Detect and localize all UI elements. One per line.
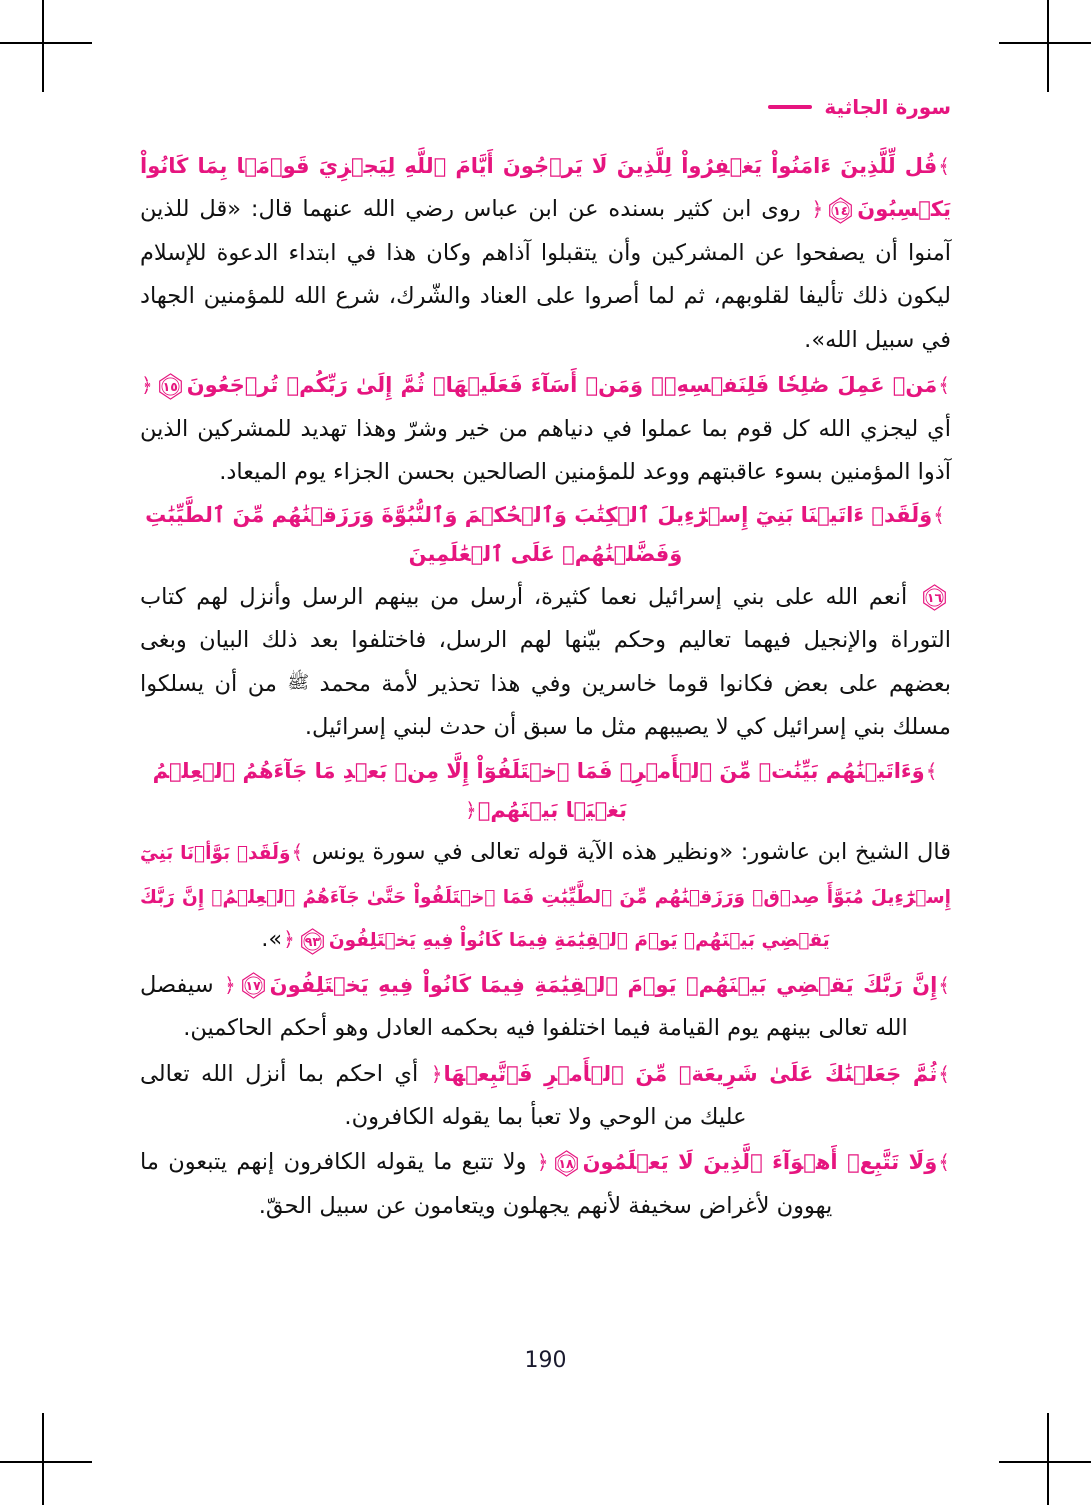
- commentary-text-17: سيفصل الله تعالى بينهم يوم القيامة فيما اختلفوا فيه بحكمه العادل وهو أحكم الحاكمين.: [140, 971, 908, 1042]
- ayah-bracket-close: ﴿: [223, 972, 236, 997]
- verse-block-16-ayah: [140, 496, 951, 574]
- crop-mark-top-left-horizontal: [0, 42, 92, 44]
- ayah-bracket-close: ﴿: [811, 197, 824, 222]
- running-header: [140, 95, 951, 119]
- ayah-number-text: ١٥: [162, 378, 178, 394]
- ayah-bracket-open: ﴾: [938, 1150, 950, 1175]
- verse-block-18: [140, 1141, 951, 1228]
- ayah-bracket-close: ﴿: [465, 797, 477, 822]
- ayah-bracket-open: ﴾: [938, 972, 950, 997]
- page-number: 190: [524, 1348, 567, 1373]
- ayah-bracket-close: ﴿: [141, 373, 153, 398]
- crop-mark-bottom-left-vertical: [42, 1413, 44, 1505]
- surah-title: سورة الجاثية: [824, 95, 951, 119]
- commentary-text-18: ولا تتبع ما يقوله الكافرون إنهم يتبعون ما يهوون لأغراض سخيفة لأنهم يجهلون ويتعامون عن سبيل الحقّ.: [140, 1149, 833, 1219]
- ayah-number-medallion: [553, 1150, 580, 1177]
- verse-block-16-commentary: [140, 576, 951, 750]
- ayah-run-16: [140, 496, 951, 574]
- crop-mark-bottom-left-horizontal: [0, 1461, 92, 1463]
- quote-lead-text: قال الشيخ ابن عاشور: «ونظير هذه الآية قوله تعالى في سورة يونس: [311, 839, 952, 866]
- ayah-bracket-open: ﴾: [291, 840, 304, 865]
- ayah-run-15: [140, 373, 951, 397]
- header-rule: [768, 105, 812, 109]
- ayah-run-18: [536, 1150, 951, 1174]
- ayah-number-text: ٩٣: [304, 933, 320, 949]
- ayah-text: مَنۡ عَمِلَ صَٰلِحٗا فَلِنَفۡسِهِۦۖ وَمَنۡ أَسَآءَ فَعَلَيۡهَاۖ ثُمَّ إِلَىٰ رَبِّكُمۡ تُرۡجَعُونَ: [186, 373, 938, 398]
- commentary-text-14: روى ابن كثير بسنده عن ابن عباس رضي الله عنهما قال: «قل للذين آمنوا أن يصفحوا عن المشركين وأن يتقبلوا آذاهم وكان هذا في ابتداء الدعوة للإسلام ليكون ذلك تأليفا لقلوبهم، ثم لما أصروا على العناد والشّرك، شرع الله للمؤمنين الجهاد في سبيل الله».: [140, 196, 951, 353]
- commentary-text-16a: أنعم الله على بني إسرائيل نعما كثيرة، أرسل من بينهم الرسل وأنزل لهم كتاب التوراة والإنجيل فيهما تعاليم وحكم بيّنها لهم الرسل، فاختلفوا بعد ذلك البيان وبغى بعضهم على بعض فكانوا قوما خاسرين وفي هذا تحذير لأمة محمد: [140, 584, 951, 697]
- ayah-bracket-open: ﴾: [933, 503, 945, 528]
- ayah-text: وَءَاتَيۡنَٰهُم بَيِّنَٰتٖ مِّنَ ٱلۡأَمۡرِۖ فَمَا ٱخۡتَلَفُوٓاْ إِلَّا مِنۢ بَعۡدِ مَا جَآءَهُمُ ٱلۡعِلۡمُ بَغۡيَۢا بَيۡنَهُمۡ: [152, 758, 925, 822]
- verse-block-14: [140, 145, 951, 362]
- ayah-number-text: ١٤: [833, 202, 849, 218]
- commentary-text-16b: من أن يسلكوا مسلك بني إسرائيل كي لا يصيبهم مثل ما سبق أن حدث لبني إسرائيل.: [140, 670, 951, 741]
- ayah-number-text: ١٦: [926, 590, 943, 606]
- ayah-number-text: ١٧: [245, 978, 261, 994]
- verse-block-shariah: [140, 1053, 951, 1140]
- ayah-number-medallion: [240, 972, 267, 999]
- ayah-text: قُل لِّلَّذِينَ ءَامَنُواْ يَغۡفِرُواْ لِلَّذِينَ لَا يَرۡجُونَ أَيَّامَ ٱللَّهِ لِيَجۡزِيَ قَوۡمَۢا بِمَا كَانُواْ يَكۡسِبُونَ: [140, 154, 951, 222]
- ayah-run-amr: [140, 752, 951, 830]
- commentary-text-15: أي ليجزي الله كل قوم بما عملوا في دنياهم من خير وشرّ وهذا تهديد للمشركين الذين آذوا المؤمنين بسوء عاقبتهم ووعد للمؤمنين الصالحين بحسن الجزاء يوم الميعاد.: [140, 415, 951, 485]
- ayah-bracket-open: ﴾: [938, 154, 950, 178]
- crop-mark-top-left-vertical: [42, 0, 44, 92]
- ayah-number-text: ١٨: [558, 1155, 574, 1171]
- page-content: [140, 95, 951, 1385]
- ayah-bracket-close: ﴿: [536, 1150, 549, 1175]
- ayah-run-shariah: [430, 1062, 951, 1086]
- ayah-bracket-open: ﴾: [938, 373, 950, 398]
- quoted-ayah-text: وَلَقَدۡ بَوَّأۡنَا بَنِيٓ إِسۡرَٰٓءِيلَ مُبَوَّأَ صِدۡقٖ وَرَزَقۡنَٰهُم مِّنَ ٱلطَّيِّبَٰتِ فَمَا ٱخۡتَلَفُواْ حَتَّىٰ جَآءَهُمُ ٱلۡعِلۡمُۚ إِنَّ رَبَّكَ يَقۡضِي بَيۡنَهُمۡ يَوۡمَ ٱلۡقِيَٰمَةِ فِيمَا كَانُواْ فِيهِ يَخۡتَلِفُونَ: [140, 843, 951, 952]
- crop-mark-top-right-vertical: [1047, 0, 1049, 92]
- crop-mark-bottom-right-horizontal: [999, 1461, 1091, 1463]
- crop-mark-top-right-horizontal: [999, 42, 1091, 44]
- sallallahu-alayhi-wasallam-icon: ﷺ: [287, 672, 310, 694]
- ayah-text: وَلَا تَتَّبِعۡ أَهۡوَآءَ ٱلَّذِينَ لَا يَعۡلَمُونَ: [582, 1150, 938, 1175]
- ayah-bracket-open: ﴾: [925, 758, 938, 783]
- ayah-text: وَلَقَدۡ ءَاتَيۡنَا بَنِيٓ إِسۡرَٰٓءِيلَ ٱلۡكِتَٰبَ وَٱلۡحُكۡمَ وَٱلنُّبُوَّةَ وَرَزَقۡنَٰهُم مِّنَ ٱلطَّيِّبَٰتِ وَفَضَّلۡنَٰهُمۡ عَلَى ٱلۡعَٰلَمِينَ: [145, 503, 933, 567]
- verse-block-17-intro-ayah: [140, 752, 951, 830]
- ayah-text: إِنَّ رَبَّكَ يَقۡضِي بَيۡنَهُمۡ يَوۡمَ ٱلۡقِيَٰمَةِ فِيمَا كَانُواْ فِيهِ يَخۡتَلِفُونَ: [269, 972, 938, 997]
- commentary-text-shariah: أي احكم بما أنزل الله تعالى عليك من الوحي ولا تعبأ بما يقوله الكافرون.: [140, 1060, 747, 1130]
- ayah-number-medallion: [827, 197, 854, 224]
- ayah-bracket-close: ﴿: [430, 1061, 443, 1086]
- ayah-text: ثُمَّ جَعَلۡنَٰكَ عَلَىٰ شَرِيعَةٖ مِّنَ ٱلۡأَمۡرِ فَٱتَّبِعۡهَا: [443, 1061, 938, 1086]
- ayah-number-medallion: [157, 373, 184, 400]
- quote-close-text: ».: [261, 926, 283, 953]
- ayah-run-17: [223, 973, 951, 997]
- ayah-bracket-open: ﴾: [938, 1061, 950, 1086]
- ayah-number-medallion: [921, 584, 948, 611]
- verse-block-17: [140, 964, 951, 1051]
- ibn-ashour-quote: [140, 831, 951, 961]
- ayah-bracket-close: ﴿: [283, 927, 295, 952]
- verse-block-15: [140, 364, 951, 494]
- ayah-number-medallion: [299, 928, 326, 955]
- crop-mark-bottom-right-vertical: [1047, 1413, 1049, 1505]
